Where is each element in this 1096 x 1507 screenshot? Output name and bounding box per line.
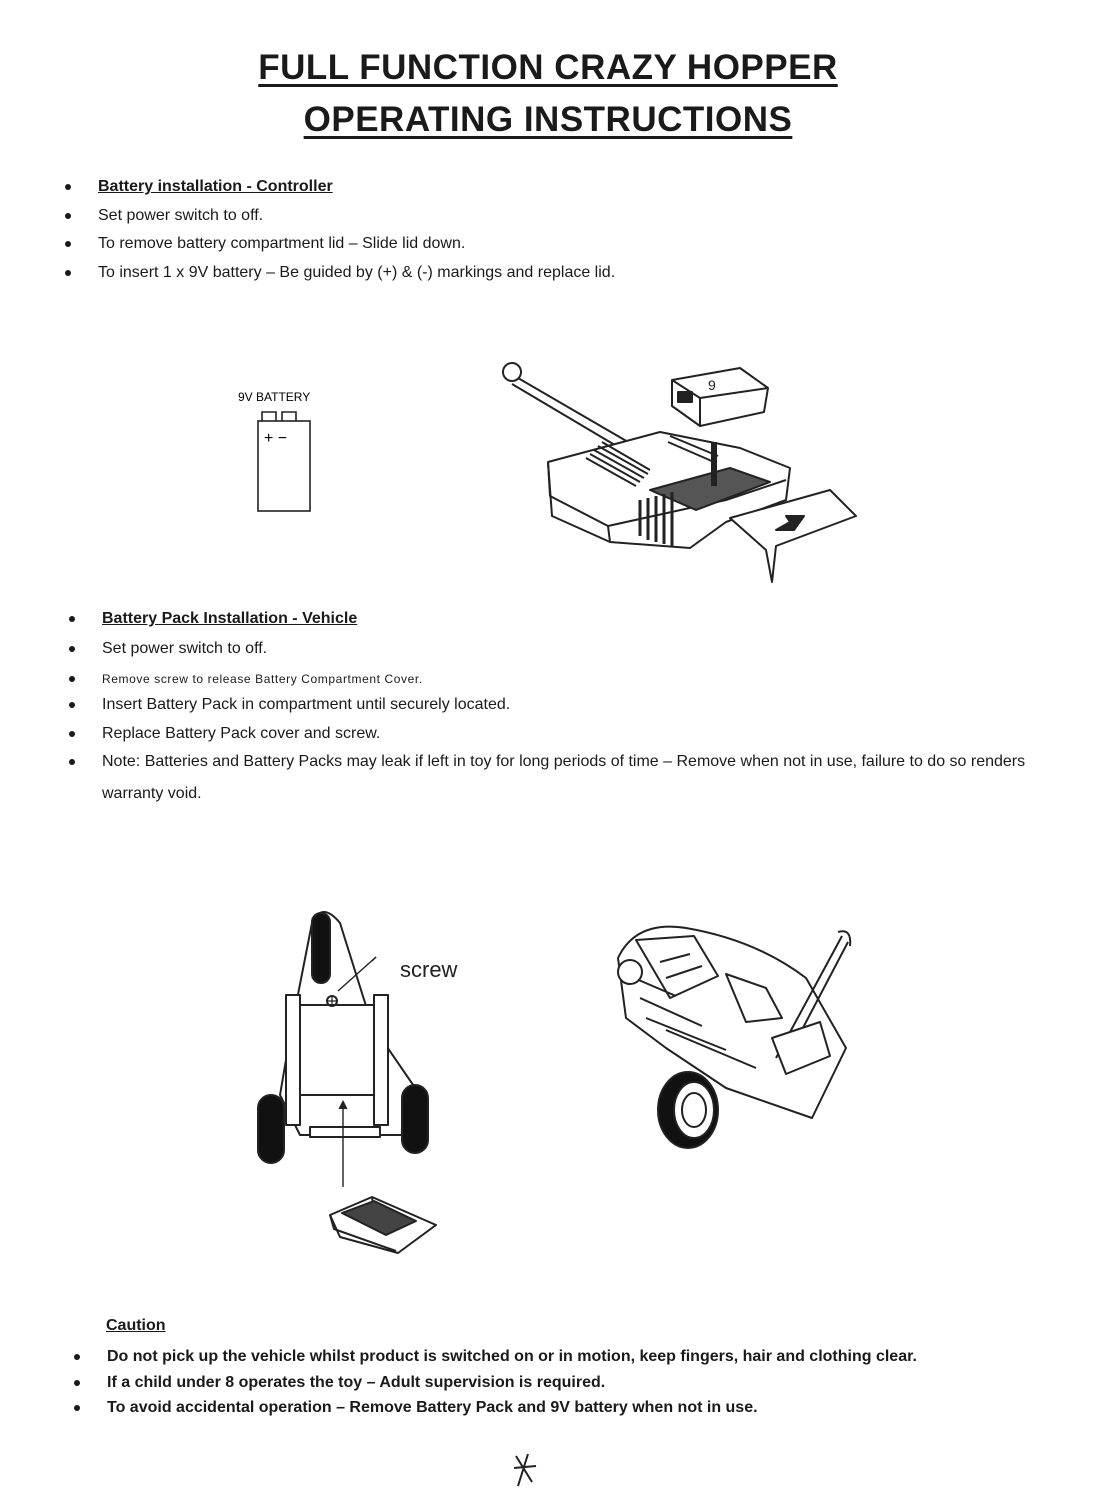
battery-terminals	[262, 412, 296, 421]
bullet-icon	[65, 184, 71, 190]
page-title-line-1: FULL FUNCTION CRAZY HOPPER	[258, 48, 838, 87]
bullet-icon	[74, 1354, 80, 1360]
screw-label: screw	[400, 957, 458, 982]
bullet-icon	[69, 616, 75, 622]
bullet-icon	[69, 731, 75, 737]
controller-illustration	[490, 350, 870, 590]
bullet-icon	[74, 1380, 80, 1386]
battery-marking: 9	[708, 377, 716, 393]
handwritten-mark	[510, 1452, 540, 1488]
bullet-icon	[69, 676, 75, 682]
bullet-icon	[69, 702, 75, 708]
battery-diagram	[230, 385, 340, 520]
page-title-line-2: OPERATING INSTRUCTIONS	[303, 100, 793, 139]
bullet-icon	[69, 759, 75, 765]
battery-label: 9V BATTERY	[238, 390, 311, 404]
caution-heading: Caution	[106, 1317, 166, 1334]
bullet-icon	[65, 270, 71, 276]
bullet-icon	[69, 646, 75, 652]
vehicle-underside-illustration	[250, 895, 490, 1265]
battery-polarity: + −	[264, 430, 288, 447]
bullet-icon	[65, 213, 71, 219]
vehicle-side-illustration	[606, 918, 866, 1158]
bullet-icon	[74, 1405, 80, 1411]
bullet-icon	[65, 241, 71, 247]
